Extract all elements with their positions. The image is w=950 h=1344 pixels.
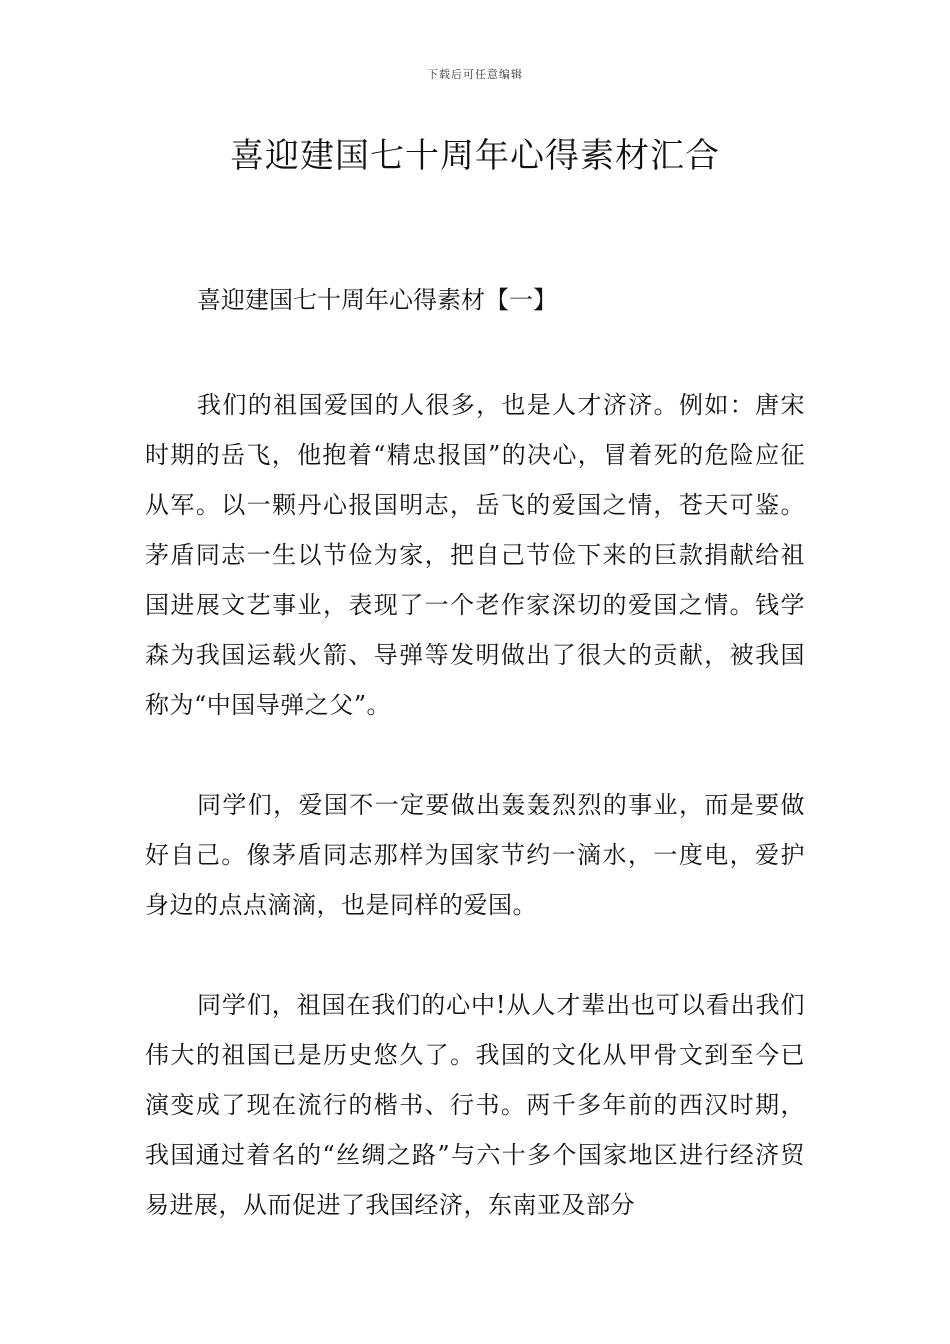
paragraph-1: 我们的祖国爱国的人很多，也是人才济济。例如：唐宋时期的岳飞，他抱着“精忠报国”的决心，冒着死的危险应征从军。以一颗丹心报国明志，岳飞的爱国之情，苍天可鉴。茅盾同志一生以节俭为家，把自己节俭下来的巨款捐献给祖国进展文艺事业，表现了一个老作家深切的爱国之情。钱学森为我国运载火箭、导弹等发明做出了很大的贡献，被我国称为“中国导弹之父”。 <box>145 391 805 719</box>
header-note: 下载后可任意编辑 <box>427 68 523 81</box>
paragraph-2: 同学们，爱国不一定要做出轰轰烈烈的事业，而是要做好自己。像茅盾同志那样为国家节约一滴水，一度电，爱护身边的点点滴滴，也是同样的爱国。 <box>145 791 805 919</box>
document-title: 喜迎建国七十周年心得素材汇合 <box>230 136 720 176</box>
document-body <box>145 280 805 1230</box>
paragraph-3: 同学们，祖国在我们的心中!从人才辈出也可以看出我们伟大的祖国已是历史悠久了。我国的文化从甲骨文到至今已演变成了现在流行的楷书、行书。两千多年前的西汉时期，我国通过着名的“丝绸之路”与六十多个国家地区进行经济贸易进展，从而促进了我国经济，东南亚及部分 <box>145 991 805 1219</box>
section-heading: 喜迎建国七十周年心得素材【一】 <box>197 286 557 314</box>
